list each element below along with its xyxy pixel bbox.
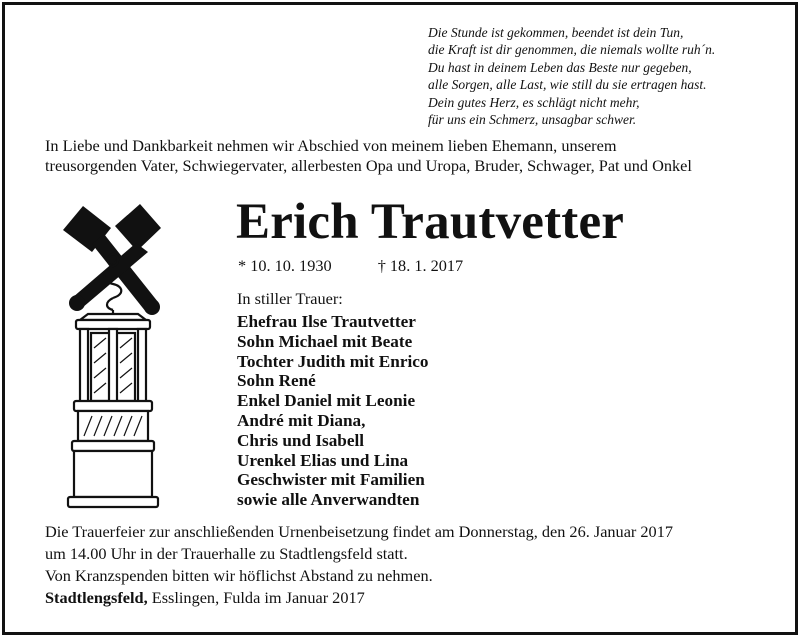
mourners-list (237, 312, 428, 510)
mourner: sowie alle Anverwandten (237, 490, 420, 510)
intro-line: In Liebe und Dankbarkeit nehmen wir Abschied von meinem lieben Ehemann, unserem (45, 136, 617, 155)
mourner: Sohn Michael mit Beate (237, 331, 413, 351)
place-and-date (45, 587, 673, 609)
birth-date: * 10. 10. 1930 (238, 256, 332, 275)
miners-hammers-and-lamp-icon (58, 198, 168, 518)
life-dates (238, 256, 463, 276)
mourner: Enkel Daniel mit Leonie (237, 391, 416, 411)
poem-line: die Kraft ist dir genommen, die niemals wollte ruh´n. (428, 42, 716, 58)
mourning-heading: In stiller Trauer: (237, 289, 343, 308)
mourner: Chris und Isabell (237, 430, 365, 450)
mourner: Tochter Judith mit Enrico (237, 351, 429, 371)
deceased-name: Erich Trautvetter (236, 194, 625, 250)
intro-line: treusorgenden Vater, Schwiegervater, allerbesten Opa und Uropa, Bruder, Schwager, Pat und Onkel (45, 155, 692, 175)
closing-text (45, 521, 673, 609)
intro-text (45, 136, 692, 175)
poem-line: für uns ein Schmerz, unsagbar schwer. (428, 112, 637, 128)
mourner: Ehefrau Ilse Trautvetter (237, 312, 416, 331)
poem-line: Dein gutes Herz, es schlägt nicht mehr, (428, 94, 640, 110)
death-date: † 18. 1. 2017 (377, 256, 464, 275)
mourner: André mit Diana, (237, 410, 366, 430)
poem-line: alle Sorgen, alle Last, wie still du sie ertragen hast. (428, 77, 707, 93)
mourner: Urenkel Elias und Lina (237, 450, 409, 470)
mourner: Geschwister mit Familien (237, 470, 425, 490)
poem (428, 24, 715, 128)
place-rest: Esslingen, Fulda im Januar 2017 (147, 588, 365, 607)
mourner: Sohn René (237, 371, 316, 391)
poem-line: Du hast in deinem Leben das Beste nur gegeben, (428, 59, 692, 75)
place-main: Stadtlengsfeld, (45, 588, 148, 607)
funeral-info: Die Trauerfeier zur anschließenden Urnenbeisetzung findet am Donnerstag, den 26. Januar 2017 (45, 522, 673, 541)
wreath-note: Von Kranzspenden bitten wir höflichst Abstand zu nehmen. (45, 566, 433, 585)
poem-line: Die Stunde ist gekommen, beendet ist dein Tun, (428, 25, 684, 40)
funeral-info: um 14.00 Uhr in der Trauerhalle zu Stadtlengsfeld statt. (45, 544, 408, 563)
